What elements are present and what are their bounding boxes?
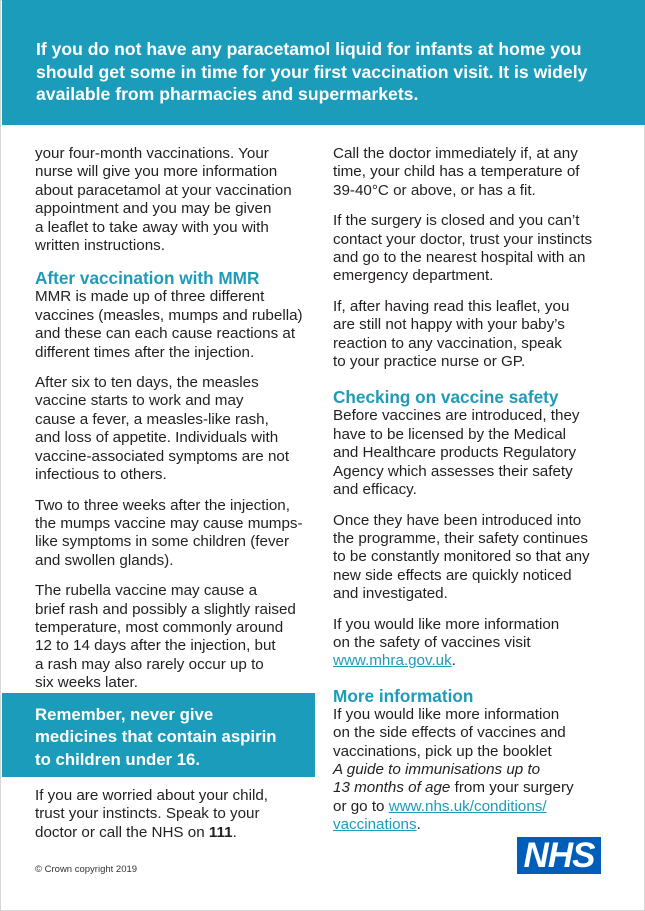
- worried-end: .: [232, 823, 237, 841]
- more-information-paragraph: [333, 706, 615, 835]
- aspirin-callout: [2, 693, 315, 777]
- mmr-paragraph-2: After six to ten days, the measles vaccine starts to work and may cause a fever, a measles-like rash, and loss of appetite. Individuals with vaccine-associated symptoms are not infectious to others.: [35, 374, 290, 484]
- banner-text: If you do not have any paracetamol liquid for infants at home you should get some in time for your first vaccination visit. It is widely available from pharmacies and supermarkets.: [36, 39, 588, 104]
- nhs-phone-number: 111: [208, 823, 233, 841]
- more-text-2: from your surgery or go to: [333, 779, 574, 815]
- safety-paragraph-2: Once they have been introduced into the programme, their safety continues to be constantly monitored so that any new side effects are quickly noticed and investigated.: [333, 511, 590, 603]
- safety-paragraph-1: Before vaccines are introduced, they have to be licensed by the Medical and Healthcare products Regulatory Agency which assesses their safety and efficacy.: [333, 407, 580, 499]
- call-doctor-paragraph: Call the doctor immediately if, at any time, your child has a temperature of 39-40°C or above, or has a fit.: [333, 145, 580, 199]
- worried-paragraph: [35, 787, 317, 842]
- left-column: [35, 145, 317, 705]
- worried-paragraph-block: [35, 787, 317, 854]
- mmr-paragraph-3: Two to three weeks after the injection, the mumps vaccine may cause mumps- like symptoms in some children (fever and swollen glands).: [35, 496, 303, 569]
- not-happy-paragraph: If, after having read this leaflet, you are still not happy with your baby’s reaction to any vaccination, speak to your practice nurse or GP.: [333, 297, 570, 371]
- safety-p3-text: If you would like more information on the safety of vaccines visit: [333, 615, 560, 651]
- copyright-notice: © Crown copyright 2019: [35, 864, 138, 875]
- more-information-heading: More information: [333, 685, 474, 706]
- more-end: .: [416, 816, 421, 834]
- mhra-link[interactable]: www.mhra.gov.uk: [333, 652, 452, 670]
- top-banner: [2, 0, 645, 125]
- right-column: [333, 145, 615, 847]
- surgery-closed-paragraph: If the surgery is closed and you can’t contact your doctor, trust your instincts and go to the nearest hospital with an emergency department.: [333, 212, 593, 285]
- booklet-title: A guide to immunisations up to 13 months of age: [333, 760, 541, 797]
- nhs-conditions-link[interactable]: www.nhs.uk/conditions/ vaccinations: [333, 797, 547, 834]
- mmr-paragraph-1: MMR is made up of three different vaccines (measles, mumps and rubella) and these can each cause reactions at different times after the injection.: [35, 288, 303, 361]
- mmr-paragraph-4: The rubella vaccine may cause a brief rash and possibly a slightly raised temperature, most commonly around 12 to 14 days after the injection, but a rash may also rarely occur up to six weeks later.: [35, 582, 296, 692]
- mmr-heading: After vaccination with MMR: [35, 268, 260, 289]
- vaccine-safety-heading: Checking on vaccine safety: [333, 387, 559, 408]
- safety-paragraph-3: [333, 616, 615, 671]
- more-text-1: If you would like more information on the side effects of vaccines and vaccinations, pick up the booklet: [333, 705, 566, 760]
- nhs-logo: NHS: [517, 837, 601, 874]
- safety-p3-end: .: [451, 652, 456, 670]
- worried-text: If you are worried about your child, trust your instincts. Speak to your doctor or call the NHS on: [35, 787, 268, 841]
- intro-paragraph: your four-month vaccinations. Your nurse will give you more information about paracetamol at your vaccination appointment and you may be given a leaflet to take away with you with written instructions.: [35, 145, 292, 255]
- callout-text: Remember, never give medicines that contain aspirin to children under 16.: [35, 705, 277, 769]
